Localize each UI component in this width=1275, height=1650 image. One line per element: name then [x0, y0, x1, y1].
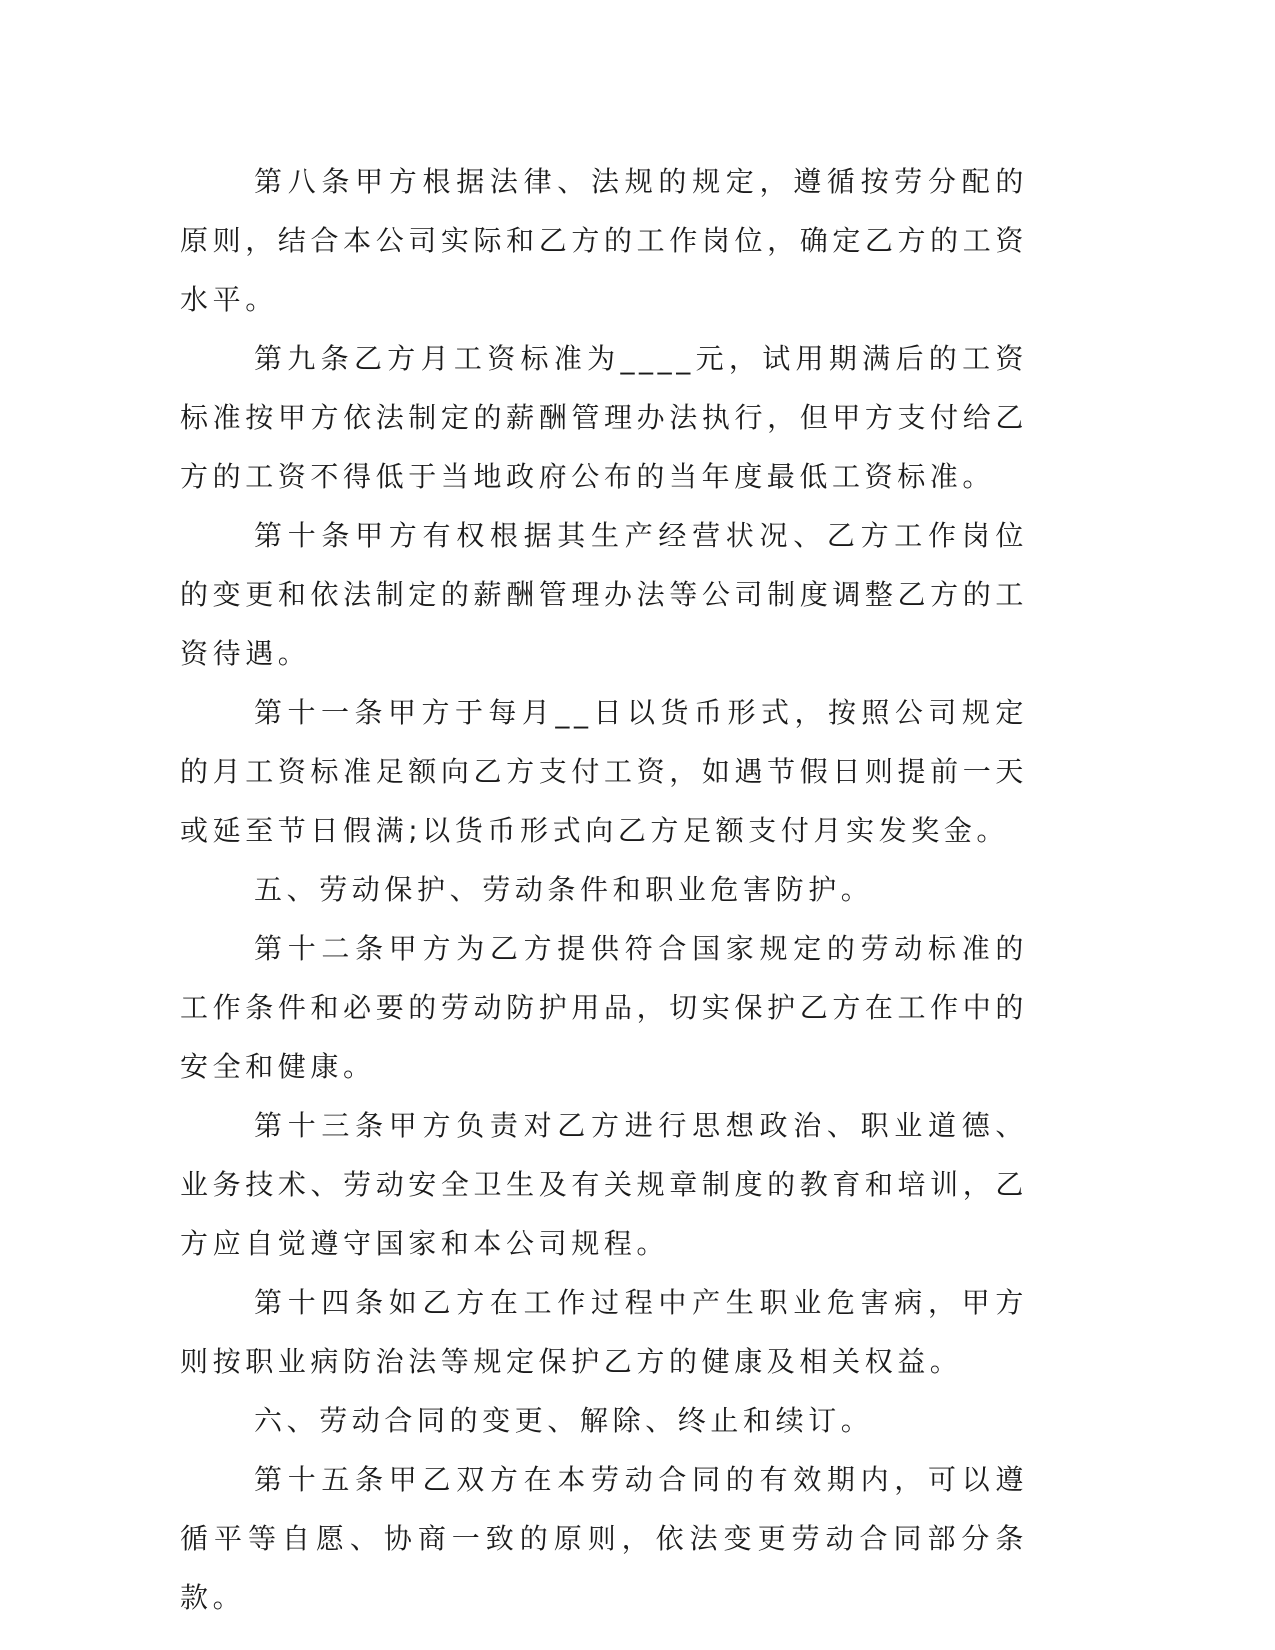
document-body: [180, 152, 1028, 1627]
paragraph-article-11: 第十一条甲方于每月__日以货币形式，按照公司规定的月工资标准足额向乙方支付工资，如遇节假日则提前一天或延至节日假满;以货币形式向乙方足额支付月实发奖金。: [180, 696, 1028, 847]
paragraph-article-13: 第十三条甲方负责对乙方进行思想政治、职业道德、业务技术、劳动安全卫生及有关规章制度的教育和培训，乙方应自觉遵守国家和本公司规程。: [180, 1109, 1028, 1260]
paragraph-article-14: 第十四条如乙方在工作过程中产生职业危害病，甲方则按职业病防治法等规定保护乙方的健康及相关权益。: [180, 1286, 1028, 1378]
section-heading-5: 五、劳动保护、劳动条件和职业危害防护。: [254, 873, 874, 906]
paragraph-article-8: 第八条甲方根据法律、法规的规定，遵循按劳分配的原则，结合本公司实际和乙方的工作岗位，确定乙方的工资水平。: [180, 165, 1028, 316]
paragraph-article-15: 第十五条甲乙双方在本劳动合同的有效期内，可以遵循平等自愿、协商一致的原则，依法变更劳动合同部分条款。: [180, 1463, 1028, 1614]
section-heading-6: 六、劳动合同的变更、解除、终止和续订。: [254, 1404, 874, 1437]
paragraph-article-9: 第九条乙方月工资标准为____元，试用期满后的工资标准按甲方依法制定的薪酬管理办法执行，但甲方支付给乙方的工资不得低于当地政府公布的当年度最低工资标准。: [180, 342, 1028, 493]
paragraph-article-10: 第十条甲方有权根据其生产经营状况、乙方工作岗位的变更和依法制定的薪酬管理办法等公司制度调整乙方的工资待遇。: [180, 519, 1028, 670]
paragraph-article-12: 第十二条甲方为乙方提供符合国家规定的劳动标准的工作条件和必要的劳动防护用品，切实保护乙方在工作中的安全和健康。: [180, 932, 1028, 1083]
